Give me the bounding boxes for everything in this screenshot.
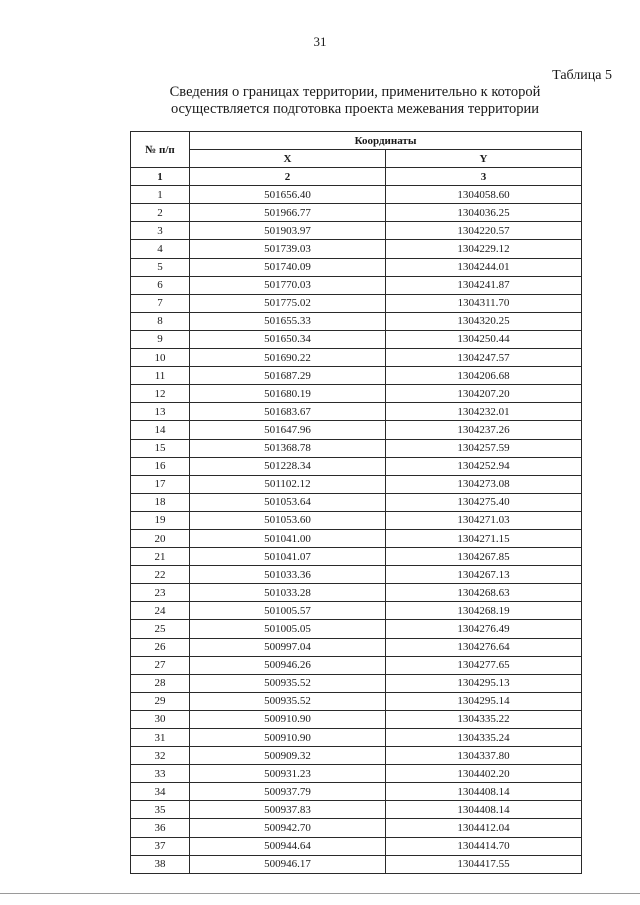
table-row — [131, 349, 582, 367]
point-number-cell: 29 — [131, 692, 190, 710]
x-coordinate-cell: 501041.00 — [190, 529, 386, 547]
point-number-cell: 9 — [131, 330, 190, 348]
x-coordinate-cell: 501903.97 — [190, 222, 386, 240]
document-title: Сведения о границах территории, применительно к которой осуществляется подготовка проекта межевания территории — [169, 84, 541, 117]
table-row — [131, 566, 582, 584]
point-number-cell: 6 — [131, 276, 190, 294]
footer-divider — [0, 893, 640, 894]
point-number-cell: 27 — [131, 656, 190, 674]
x-coordinate-cell: 500937.83 — [190, 801, 386, 819]
y-coordinate-cell: 1304207.20 — [386, 385, 582, 403]
x-coordinate-cell: 500935.52 — [190, 674, 386, 692]
table-label: Таблица 5 — [552, 68, 612, 83]
y-coordinate-cell: 1304232.01 — [386, 403, 582, 421]
point-number-cell: 24 — [131, 602, 190, 620]
point-number-cell: 14 — [131, 421, 190, 439]
point-number-cell: 17 — [131, 475, 190, 493]
point-number-cell: 36 — [131, 819, 190, 837]
table-body — [131, 168, 582, 874]
x-coordinate-cell: 501102.12 — [190, 475, 386, 493]
y-coordinate-cell: 1304229.12 — [386, 240, 582, 258]
y-coordinate-cell: 1304244.01 — [386, 258, 582, 276]
table-row — [131, 294, 582, 312]
index-cell: 2 — [190, 168, 386, 186]
y-coordinate-cell: 1304408.14 — [386, 783, 582, 801]
y-coordinate-cell: 1304295.14 — [386, 692, 582, 710]
x-coordinate-cell: 501041.07 — [190, 548, 386, 566]
x-coordinate-cell: 501368.78 — [190, 439, 386, 457]
table-row — [131, 656, 582, 674]
x-coordinate-cell: 501650.34 — [190, 330, 386, 348]
point-number-cell: 10 — [131, 349, 190, 367]
table-row — [131, 692, 582, 710]
x-coordinate-cell: 501053.60 — [190, 511, 386, 529]
x-coordinate-cell: 500946.26 — [190, 656, 386, 674]
point-number-cell: 19 — [131, 511, 190, 529]
x-coordinate-cell: 500937.79 — [190, 783, 386, 801]
point-number-cell: 25 — [131, 620, 190, 638]
table-row — [131, 548, 582, 566]
x-coordinate-cell: 501690.22 — [190, 349, 386, 367]
y-coordinate-cell: 1304335.24 — [386, 729, 582, 747]
header-y: Y — [386, 150, 582, 168]
table-row — [131, 819, 582, 837]
y-coordinate-cell: 1304237.26 — [386, 421, 582, 439]
y-coordinate-cell: 1304252.94 — [386, 457, 582, 475]
y-coordinate-cell: 1304058.60 — [386, 186, 582, 204]
table-row — [131, 584, 582, 602]
point-number-cell: 38 — [131, 855, 190, 873]
x-coordinate-cell: 501228.34 — [190, 457, 386, 475]
table-row — [131, 493, 582, 511]
x-coordinate-cell: 501680.19 — [190, 385, 386, 403]
point-number-cell: 37 — [131, 837, 190, 855]
y-coordinate-cell: 1304417.55 — [386, 855, 582, 873]
x-coordinate-cell: 501053.64 — [190, 493, 386, 511]
y-coordinate-cell: 1304335.22 — [386, 710, 582, 728]
x-coordinate-cell: 501005.57 — [190, 602, 386, 620]
point-number-cell: 33 — [131, 765, 190, 783]
x-coordinate-cell: 501775.02 — [190, 294, 386, 312]
point-number-cell: 15 — [131, 439, 190, 457]
point-number-cell: 13 — [131, 403, 190, 421]
column-index-row — [131, 168, 582, 186]
index-cell: 3 — [386, 168, 582, 186]
header-number: № п/п — [131, 132, 190, 168]
table-row — [131, 620, 582, 638]
point-number-cell: 11 — [131, 367, 190, 385]
y-coordinate-cell: 1304412.04 — [386, 819, 582, 837]
point-number-cell: 8 — [131, 312, 190, 330]
table-row — [131, 385, 582, 403]
y-coordinate-cell: 1304277.65 — [386, 656, 582, 674]
y-coordinate-cell: 1304268.63 — [386, 584, 582, 602]
x-coordinate-cell: 501655.33 — [190, 312, 386, 330]
x-coordinate-cell: 500946.17 — [190, 855, 386, 873]
point-number-cell: 26 — [131, 638, 190, 656]
point-number-cell: 4 — [131, 240, 190, 258]
table-row — [131, 421, 582, 439]
point-number-cell: 35 — [131, 801, 190, 819]
y-coordinate-cell: 1304241.87 — [386, 276, 582, 294]
point-number-cell: 3 — [131, 222, 190, 240]
table-row — [131, 638, 582, 656]
page-number: 31 — [313, 34, 327, 49]
table-header — [131, 132, 582, 168]
y-coordinate-cell: 1304337.80 — [386, 747, 582, 765]
table-row — [131, 367, 582, 385]
x-coordinate-cell: 501033.28 — [190, 584, 386, 602]
y-coordinate-cell: 1304320.25 — [386, 312, 582, 330]
x-coordinate-cell: 501770.03 — [190, 276, 386, 294]
table-row — [131, 602, 582, 620]
y-coordinate-cell: 1304276.64 — [386, 638, 582, 656]
point-number-cell: 2 — [131, 204, 190, 222]
point-number-cell: 5 — [131, 258, 190, 276]
x-coordinate-cell: 501647.96 — [190, 421, 386, 439]
table-row — [131, 529, 582, 547]
table-row — [131, 330, 582, 348]
point-number-cell: 34 — [131, 783, 190, 801]
table-row — [131, 747, 582, 765]
point-number-cell: 7 — [131, 294, 190, 312]
y-coordinate-cell: 1304247.57 — [386, 349, 582, 367]
y-coordinate-cell: 1304220.57 — [386, 222, 582, 240]
x-coordinate-cell: 501966.77 — [190, 204, 386, 222]
index-cell: 1 — [131, 168, 190, 186]
table-row — [131, 186, 582, 204]
table-row — [131, 729, 582, 747]
y-coordinate-cell: 1304295.13 — [386, 674, 582, 692]
point-number-cell: 28 — [131, 674, 190, 692]
y-coordinate-cell: 1304257.59 — [386, 439, 582, 457]
table-row — [131, 258, 582, 276]
table-row — [131, 222, 582, 240]
point-number-cell: 31 — [131, 729, 190, 747]
x-coordinate-cell: 501740.09 — [190, 258, 386, 276]
table-row — [131, 801, 582, 819]
y-coordinate-cell: 1304271.15 — [386, 529, 582, 547]
header-coordinates: Координаты — [190, 132, 582, 150]
x-coordinate-cell: 501739.03 — [190, 240, 386, 258]
point-number-cell: 1 — [131, 186, 190, 204]
y-coordinate-cell: 1304273.08 — [386, 475, 582, 493]
point-number-cell: 21 — [131, 548, 190, 566]
table-row — [131, 312, 582, 330]
point-number-cell: 22 — [131, 566, 190, 584]
table-row — [131, 204, 582, 222]
table-row — [131, 837, 582, 855]
y-coordinate-cell: 1304311.70 — [386, 294, 582, 312]
x-coordinate-cell: 501656.40 — [190, 186, 386, 204]
table-row — [131, 511, 582, 529]
x-coordinate-cell: 500910.90 — [190, 710, 386, 728]
y-coordinate-cell: 1304036.25 — [386, 204, 582, 222]
table-row — [131, 710, 582, 728]
y-coordinate-cell: 1304275.40 — [386, 493, 582, 511]
y-coordinate-cell: 1304414.70 — [386, 837, 582, 855]
table-row — [131, 403, 582, 421]
table-row — [131, 855, 582, 873]
y-coordinate-cell: 1304408.14 — [386, 801, 582, 819]
table-row — [131, 439, 582, 457]
table-row — [131, 783, 582, 801]
point-number-cell: 16 — [131, 457, 190, 475]
point-number-cell: 23 — [131, 584, 190, 602]
point-number-cell: 12 — [131, 385, 190, 403]
table-row — [131, 276, 582, 294]
x-coordinate-cell: 501033.36 — [190, 566, 386, 584]
y-coordinate-cell: 1304271.03 — [386, 511, 582, 529]
x-coordinate-cell: 500935.52 — [190, 692, 386, 710]
table-row — [131, 674, 582, 692]
x-coordinate-cell: 500997.04 — [190, 638, 386, 656]
point-number-cell: 18 — [131, 493, 190, 511]
x-coordinate-cell: 500931.23 — [190, 765, 386, 783]
y-coordinate-cell: 1304267.85 — [386, 548, 582, 566]
table-row — [131, 475, 582, 493]
y-coordinate-cell: 1304250.44 — [386, 330, 582, 348]
table-row — [131, 765, 582, 783]
x-coordinate-cell: 501687.29 — [190, 367, 386, 385]
x-coordinate-cell: 500910.90 — [190, 729, 386, 747]
point-number-cell: 32 — [131, 747, 190, 765]
y-coordinate-cell: 1304268.19 — [386, 602, 582, 620]
header-x: X — [190, 150, 386, 168]
coordinates-table — [130, 131, 582, 874]
table-row — [131, 240, 582, 258]
x-coordinate-cell: 500944.64 — [190, 837, 386, 855]
y-coordinate-cell: 1304267.13 — [386, 566, 582, 584]
x-coordinate-cell: 501005.05 — [190, 620, 386, 638]
table-row — [131, 457, 582, 475]
y-coordinate-cell: 1304276.49 — [386, 620, 582, 638]
x-coordinate-cell: 500909.32 — [190, 747, 386, 765]
y-coordinate-cell: 1304206.68 — [386, 367, 582, 385]
x-coordinate-cell: 500942.70 — [190, 819, 386, 837]
point-number-cell: 20 — [131, 529, 190, 547]
x-coordinate-cell: 501683.67 — [190, 403, 386, 421]
y-coordinate-cell: 1304402.20 — [386, 765, 582, 783]
point-number-cell: 30 — [131, 710, 190, 728]
